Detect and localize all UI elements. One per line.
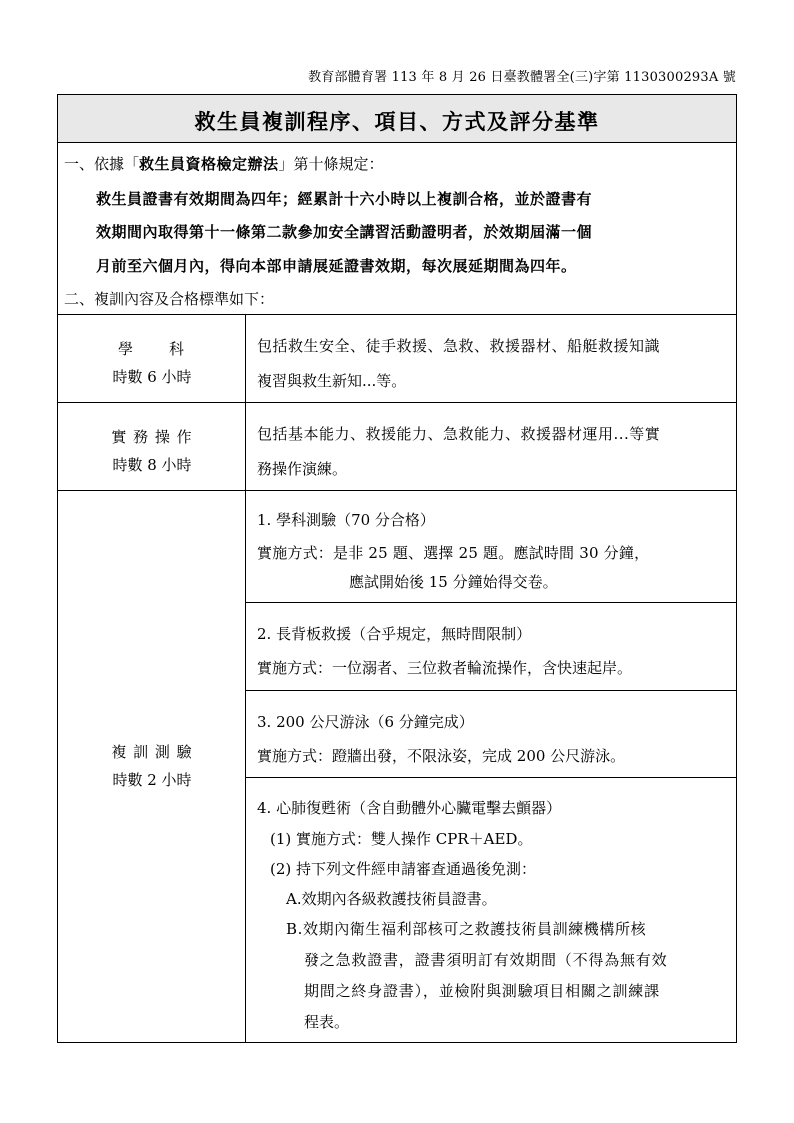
practical-desc-line-2: 務操作演練。 (257, 460, 348, 478)
test-item-cpr (246, 778, 736, 1042)
academic-hours: 時數 6 小時 (112, 368, 192, 386)
academic-row (58, 315, 736, 403)
criteria-table (57, 94, 737, 1043)
test-item-1-line-1: 實施方式：是非 25 題、選擇 25 題。應試時間 30 分鐘， (257, 544, 650, 562)
intro-bold-line-3: 月前至六個月內，得向本部申請展延證書效期，每次展延期間為四年。 (96, 257, 577, 275)
test-item-4-line-1: (1) 實施方式：雙人操作 CPR＋AED。 (270, 830, 533, 848)
test-item-2-title: 2. 長背板救援（合乎規定，無時間限制） (257, 625, 532, 643)
academic-label-cell (58, 315, 246, 402)
practical-label-cell (58, 403, 246, 490)
intro-line-1 (64, 153, 384, 174)
academic-name: 學 科 (117, 340, 186, 358)
intro-bold-line-1: 救生員證書有效期間為四年；經累計十六小時以上複訓合格，並於證書有 (96, 190, 593, 208)
intro-section (58, 143, 736, 315)
table-title-row (58, 95, 736, 143)
academic-desc-line-2: 複習與救生新知...等。 (257, 372, 407, 390)
intro-line1-suffix: 」第十條規定： (278, 155, 384, 173)
test-item-4-line-3: A.效期內各級救護技術員證書。 (286, 890, 497, 908)
test-item-4-line-6: 期間之終身證書），並檢附與測驗項目相關之訓練課 (304, 982, 660, 1000)
test-row (58, 491, 736, 1042)
test-item-2-line-1: 實施方式：一位溺者、三位救者輪流操作，含快速起岸。 (257, 659, 633, 677)
intro-law-name: 救生員資格檢定辦法 (139, 155, 279, 173)
document-title: 救生員複訓程序、項目、方式及評分基準 (194, 109, 600, 134)
test-item-3-title: 3. 200 公尺游泳（6 分鐘完成） (257, 713, 474, 731)
test-name: 複 訓 測 驗 (111, 743, 193, 761)
test-item-academic-exam (246, 491, 736, 603)
practical-hours: 時數 8 小時 (112, 456, 192, 474)
academic-desc-line-1: 包括救生安全、徒手救援、急救、救援器材、船艇救援知識 (257, 337, 661, 355)
test-item-200m-swim (246, 691, 736, 778)
document-reference-number: 教育部體育署 113 年 8 月 26 日臺教體署全(三)字第 1130300293A 號 (308, 70, 736, 85)
test-item-1-line-2: 應試開始後 15 分鐘始得交卷。 (349, 573, 558, 591)
test-item-backboard-rescue (246, 603, 736, 691)
test-label-cell (58, 491, 246, 1042)
test-item-1-title: 1. 學科測驗（70 分合格） (257, 511, 435, 529)
test-item-3-line-1: 實施方式：蹬牆出發，不限泳姿，完成 200 公尺游泳。 (257, 747, 626, 765)
test-item-4-line-4: B.效期內衛生福利部核可之救護技術員訓練機構所核 (286, 920, 647, 938)
practical-row (58, 403, 736, 491)
test-hours: 時數 2 小時 (112, 771, 192, 789)
test-item-4-line-5: 發之急救證書，證書須明訂有效期間（不得為無有效 (304, 951, 668, 969)
intro-line1-prefix: 一、依據「 (64, 155, 140, 173)
test-item-4-line-7: 程表。 (304, 1013, 350, 1031)
test-item-4-title: 4. 心肺復甦術（含自動體外心臟電擊去顫器） (257, 799, 562, 817)
practical-name: 實 務 操 作 (111, 428, 193, 446)
test-item-4-line-2: (2) 持下列文件經申請審查通過後免測： (270, 860, 537, 878)
practical-desc-line-1: 包括基本能力、救援能力、急救能力、救援器材運用...等實 (257, 425, 661, 443)
intro-line-2: 二、複訓內容及合格標準如下： (64, 290, 275, 308)
intro-bold-line-2: 效期間內取得第十一條第二款參加安全講習活動證明者，於效期屆滿一個 (96, 223, 593, 241)
